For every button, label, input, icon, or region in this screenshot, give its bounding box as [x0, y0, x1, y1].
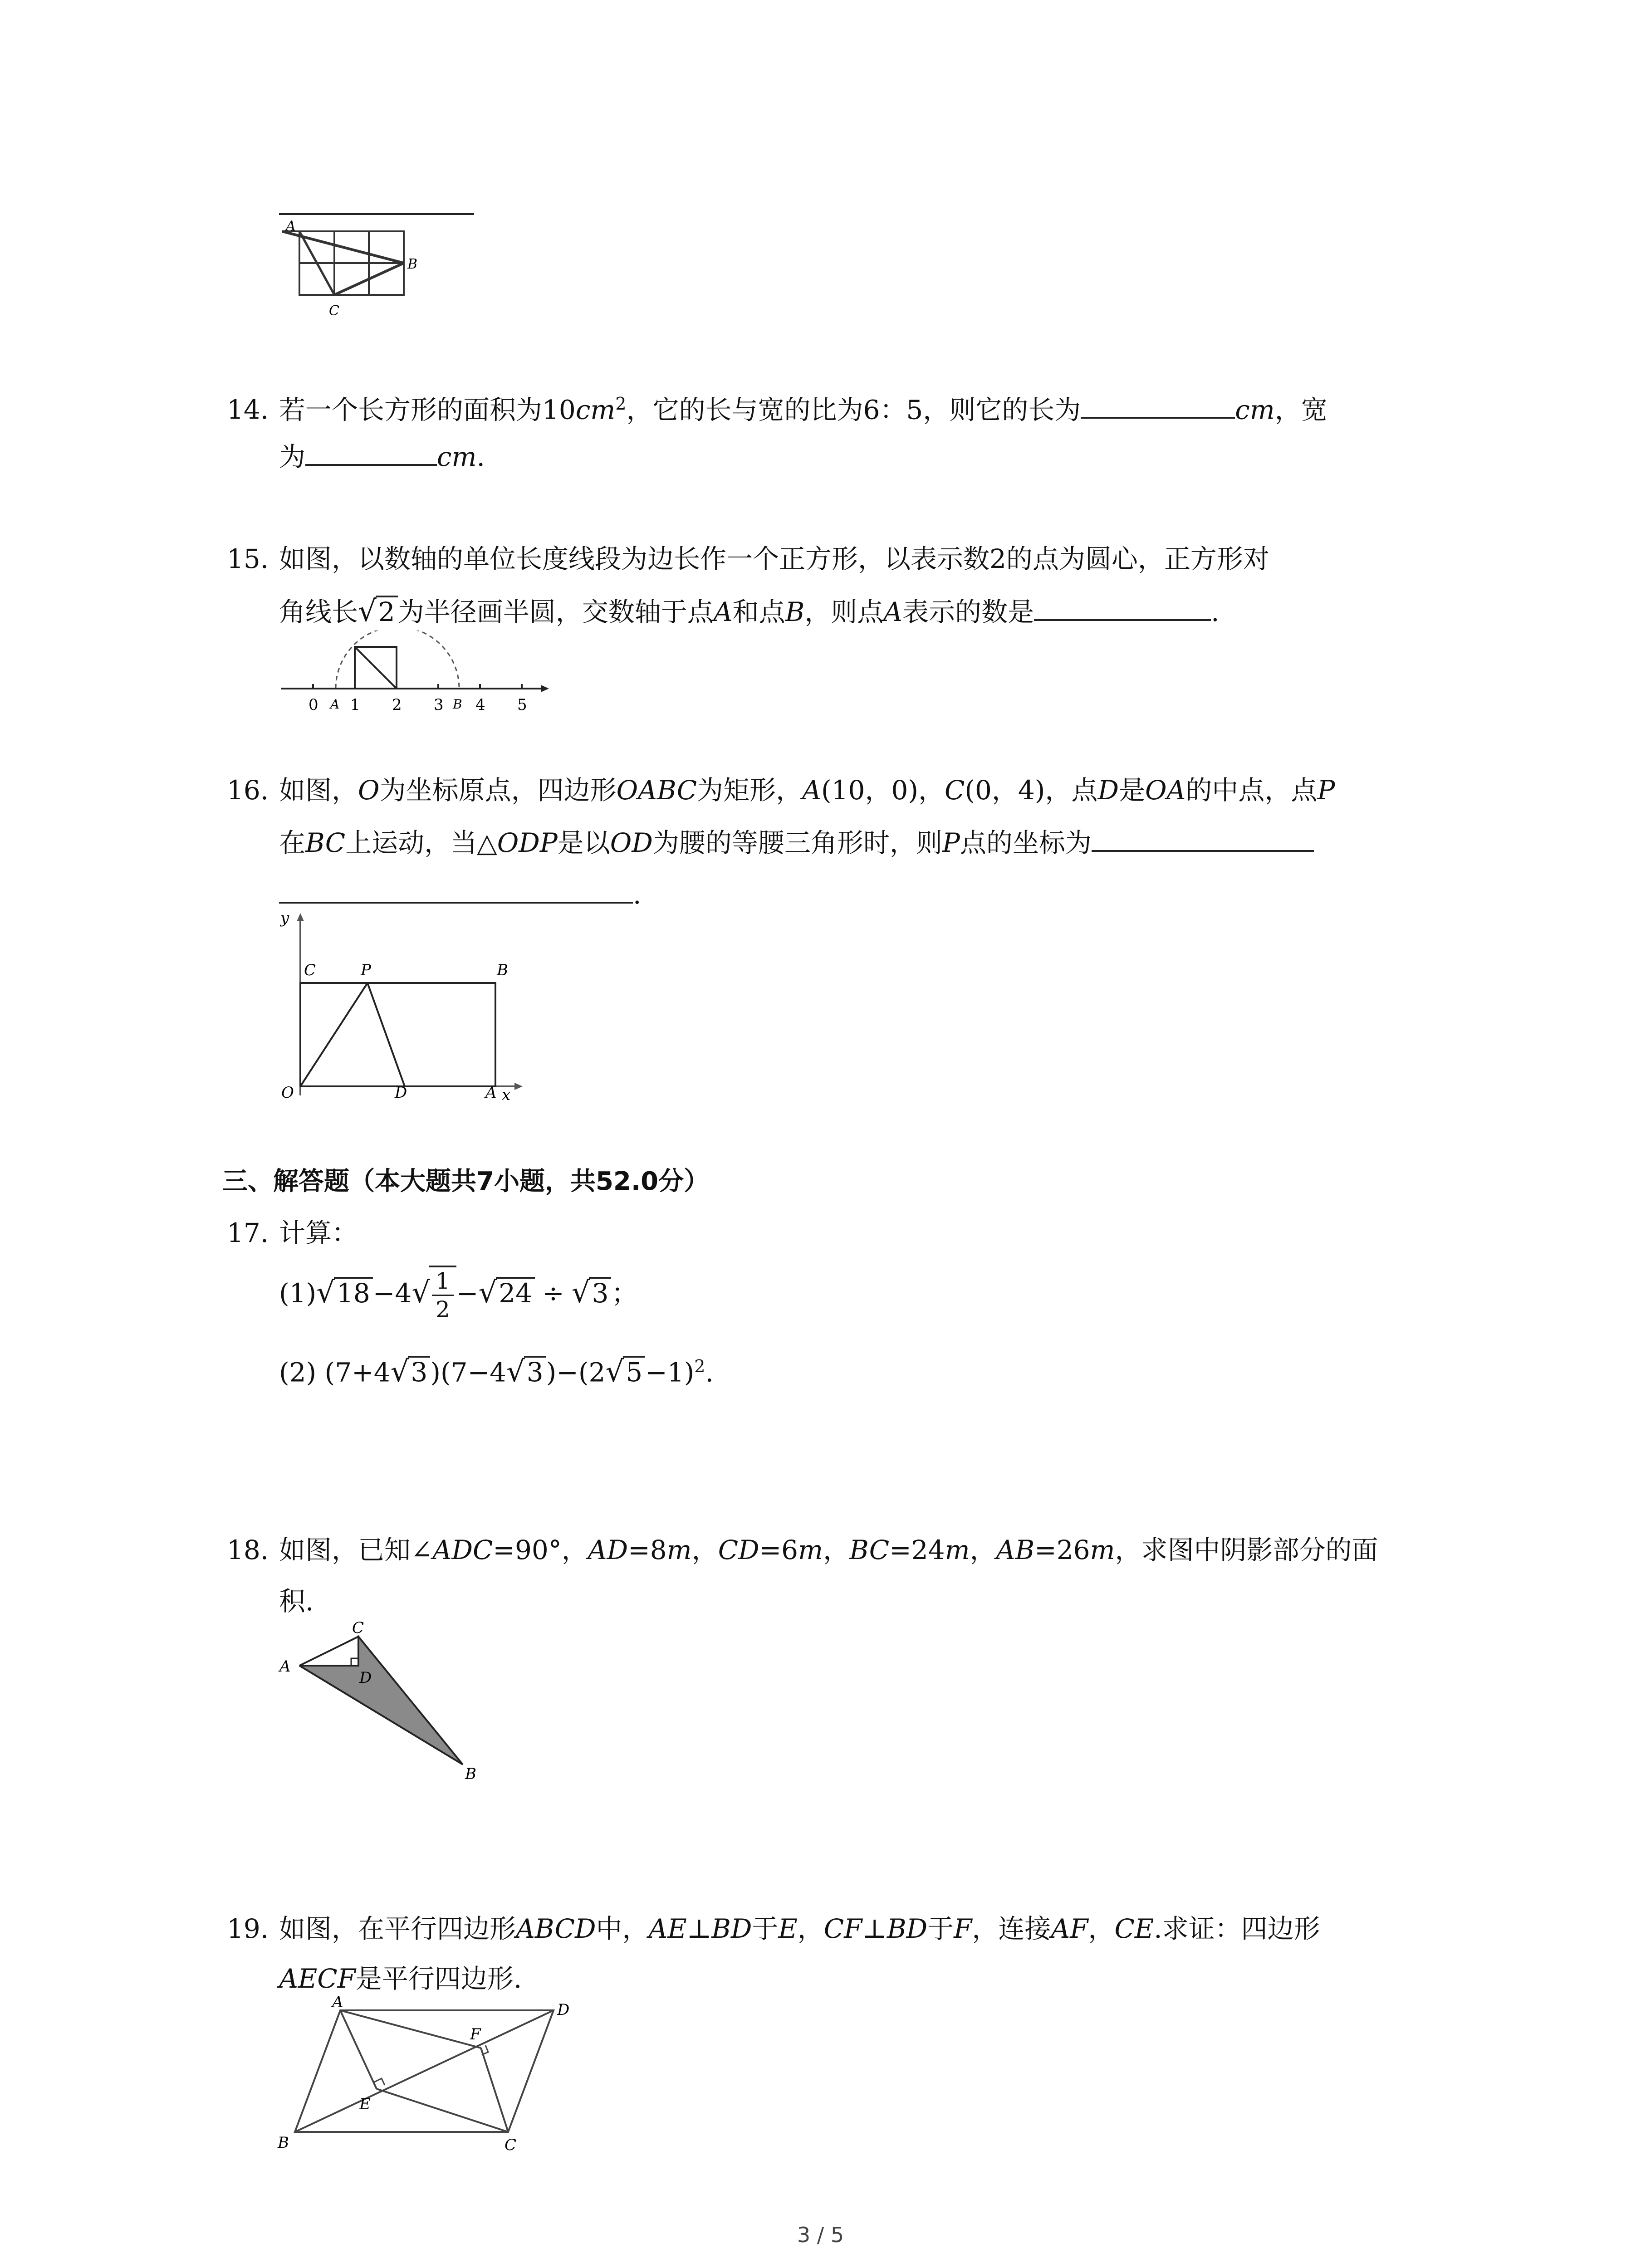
q16-t2: 为坐标原点，四边形	[379, 775, 617, 806]
q16-t6: 是	[1118, 775, 1145, 806]
q15-line1	[227, 535, 1269, 582]
q17-p1-r3: 3	[589, 1277, 611, 1308]
q18-fig-d: D	[359, 1669, 372, 1687]
q15-point-a: A	[713, 596, 733, 627]
q16-t7: 的中点，点	[1185, 775, 1318, 806]
q16-o: O	[358, 775, 380, 806]
q18-t2: =90°，	[493, 1535, 588, 1565]
q17-p2-r1: 3	[408, 1356, 430, 1387]
q18-fig-a: A	[279, 1657, 291, 1676]
q16-t12: 点的坐标为	[960, 827, 1092, 858]
q19-number: 19.	[227, 1913, 269, 1944]
q18-t8: ，	[970, 1535, 996, 1565]
q18-number: 18.	[227, 1535, 269, 1565]
q19-ce: CE	[1114, 1913, 1154, 1944]
q17-p1-fn: 1	[432, 1267, 454, 1296]
q14-number: 14.	[227, 394, 269, 425]
q19-line1	[227, 1905, 1320, 1952]
q18-bc: BC	[849, 1535, 890, 1565]
q16-p: P	[1317, 775, 1335, 806]
q17-p2-a: (7+4	[324, 1357, 391, 1388]
q18-m4: m	[1090, 1535, 1115, 1565]
q15-tick-5: 5	[517, 696, 527, 714]
q16-fig-d: D	[395, 1084, 407, 1102]
q18-t9: =26	[1034, 1535, 1090, 1565]
q16-line2	[279, 819, 1314, 866]
q15-text-he: 和点	[732, 596, 785, 627]
q18-t7: =24	[889, 1535, 945, 1565]
q19-f: F	[954, 1913, 972, 1944]
q16-fig-y: y	[280, 909, 289, 927]
q16-a: A	[802, 775, 822, 806]
q16-fig-x: x	[502, 1086, 511, 1104]
q18-m3: m	[945, 1535, 970, 1565]
q15-tick-0: 0	[309, 696, 318, 714]
q19-c2: ，	[1088, 1913, 1115, 1944]
q17-number: 17.	[227, 1217, 269, 1248]
q19-cf: CF	[823, 1913, 862, 1944]
q16-answer-blank-1	[1092, 822, 1314, 852]
q16-fig-c: C	[304, 961, 316, 979]
q15-tick-2: 2	[392, 696, 402, 714]
q15-text-2d: 表示的数是	[902, 596, 1034, 627]
q14-text-d: 为	[279, 441, 306, 472]
q16-odp: ODP	[497, 827, 558, 858]
q19-parallelogram-figure	[272, 1996, 590, 2159]
q19-t3: ，连接	[972, 1913, 1051, 1944]
q19-c1: ，	[797, 1913, 824, 1944]
q18-t11: 积.	[279, 1586, 314, 1617]
q14-text-c: ，宽	[1274, 394, 1327, 425]
q19-perp1: ⊥	[686, 1913, 712, 1944]
q18-m1: m	[666, 1535, 692, 1565]
q19-t1: 如图，在平行四边形	[279, 1913, 516, 1944]
q16-t4: (10，0)，	[821, 775, 945, 806]
q14-unit: cm	[575, 394, 616, 425]
q17-p1-r2: 24	[496, 1277, 535, 1308]
q17-p1-div: ÷	[542, 1278, 564, 1309]
q19-fig-a: A	[332, 1996, 343, 2011]
q16-c: C	[944, 775, 965, 806]
q17-p1-r1: 18	[334, 1277, 373, 1308]
q16-t8: 在	[279, 827, 306, 858]
q19-yu1: 于	[752, 1913, 779, 1944]
q18-fig-c: C	[352, 1619, 364, 1637]
q14-unit-2: cm	[1235, 394, 1275, 425]
q16-coordinate-figure	[272, 909, 526, 1109]
q19-fig-e: E	[359, 2095, 371, 2113]
section-heading-3: 三、解答题（本大题共7小题，共52.0分）	[222, 1167, 710, 1196]
q17-p2-end: .	[705, 1357, 714, 1388]
q18-t3: =8	[628, 1535, 667, 1565]
q17-title: 计算：	[279, 1217, 358, 1248]
q15-text-2b: 为半径画半圆，交数轴于点	[397, 596, 714, 627]
q15-number: 15.	[227, 543, 269, 574]
q19-perp2: ⊥	[862, 1913, 887, 1944]
q19-e: E	[778, 1913, 798, 1944]
q15-point-a-2: A	[883, 596, 903, 627]
q15-text-1: 如图，以数轴的单位长度线段为边长作一个正方形，以表示数2的点为圆心，正方形对	[279, 543, 1269, 574]
q18-t4: ，	[691, 1535, 718, 1565]
q14-text-a: 若一个长方形的面积为10	[279, 394, 576, 425]
q14-text-e: .	[476, 441, 485, 472]
q16-fig-a: A	[485, 1084, 497, 1102]
q15-tick-4: 4	[475, 696, 485, 714]
q15-text-2c: ，则点	[804, 596, 884, 627]
q18-cd: CD	[718, 1535, 759, 1565]
q19-ae: AE	[648, 1913, 687, 1944]
q14-text-b: ，它的长与宽的比为6：5，则它的长为	[626, 394, 1081, 425]
q18-adc: ADC	[432, 1535, 493, 1565]
q18-t10: ，求图中阴影部分的面	[1115, 1535, 1378, 1565]
q17-line1	[227, 1209, 358, 1256]
q18-t6: ，	[823, 1535, 850, 1565]
q19-bd2: BD	[887, 1913, 928, 1944]
q19-fig-b: B	[278, 2134, 289, 2152]
q14-length-blank	[1081, 389, 1235, 419]
q15-tick-3: 3	[434, 696, 444, 714]
q13-answer-blank	[279, 213, 474, 215]
q16-t3: 为矩形，	[697, 775, 803, 806]
q17-p1-frac-sqrt	[429, 1266, 456, 1323]
q16-fig-o: O	[281, 1084, 294, 1102]
q19-t2: 中，	[596, 1913, 649, 1944]
q19-abcd: ABCD	[516, 1913, 596, 1944]
q15-answer-blank	[1034, 591, 1211, 621]
q16-p2: P	[942, 827, 960, 858]
q14-width-blank	[305, 436, 437, 466]
q19-af: AF	[1051, 1913, 1088, 1944]
q15-text-2a: 角线长	[279, 596, 358, 627]
q16-t5: (0，4)，点	[965, 775, 1098, 806]
q19-line2	[279, 1955, 522, 2002]
q19-bd1: BD	[711, 1913, 752, 1944]
q18-line1	[227, 1526, 1378, 1574]
q16-d: D	[1097, 775, 1119, 806]
q19-fig-f: F	[470, 2025, 481, 2043]
q17-p2-d: −1)	[645, 1357, 695, 1388]
q15-sqrt: 2	[376, 596, 398, 626]
page-number: 3 / 5	[797, 2223, 844, 2247]
q14-sup: 2	[615, 394, 627, 414]
q17-p2-r2: 3	[524, 1356, 546, 1387]
q16-t1: 如图，	[279, 775, 358, 806]
q14-line2	[279, 433, 485, 480]
q18-m2: m	[798, 1535, 823, 1565]
q15-number-line-figure	[277, 631, 558, 721]
q16-fig-b: B	[497, 961, 508, 979]
q17-p1-fd: 2	[436, 1296, 450, 1323]
q17-p1-label: (1)	[279, 1278, 317, 1309]
q19-fig-d: D	[557, 2001, 570, 2019]
q13-label-b: B	[407, 256, 418, 272]
q19-fig-c: C	[505, 2136, 517, 2154]
q18-t5: =6	[759, 1535, 798, 1565]
q15-point-b: B	[785, 596, 805, 627]
q18-ab: AB	[996, 1535, 1035, 1565]
q16-answer-blank-2	[279, 874, 633, 904]
q19-t5: 是平行四边形.	[355, 1963, 522, 1994]
q17-p1-m1: −4	[372, 1278, 412, 1309]
q18-shaded-figure	[272, 1615, 490, 1787]
q16-oa: OA	[1145, 775, 1186, 806]
q16-od: OD	[610, 827, 653, 858]
q17-p2-c: )−(2	[546, 1357, 606, 1388]
q18-ad: AD	[588, 1535, 628, 1565]
q17-p1-end: ；	[611, 1278, 638, 1309]
q19-aecf: AECF	[279, 1963, 356, 1994]
q14-line1	[227, 380, 1327, 433]
q17-part1: (1)√18 −4√ $\frac{1}{2}$ −√24 ÷ √3 ；	[279, 1266, 637, 1323]
q16-t9: 上运动，当△	[345, 827, 497, 858]
q17-p2-b: )(7−4	[430, 1357, 506, 1388]
q19-yu2: 于	[927, 1913, 954, 1944]
q19-t4: .求证：四边形	[1154, 1913, 1320, 1944]
q13-label-c: C	[329, 303, 339, 319]
q15-line2: 角线长√2 为半径画半圆，交数轴于点A和点B，则点A表示的数是 .	[279, 588, 1220, 635]
q15-tick-1: 1	[350, 696, 360, 714]
q15-fig-label-b: B	[453, 697, 462, 712]
q13-grid-figure	[272, 218, 436, 331]
q16-number: 16.	[227, 775, 269, 806]
q16-fig-p: P	[361, 961, 371, 979]
q17-p2-sup: 2	[694, 1356, 705, 1376]
q16-t11: 为腰的等腰三角形时，则	[652, 827, 942, 858]
q18-t1: 如图，已知∠	[279, 1535, 433, 1565]
q15-text-2e: .	[1211, 596, 1220, 627]
q16-t10: 是以	[557, 827, 610, 858]
q15-fig-label-a: A	[330, 697, 340, 712]
q13-label-a: A	[286, 218, 296, 234]
q16-end: .	[633, 879, 642, 910]
q18-fig-b: B	[465, 1765, 476, 1783]
q17-p2-r3: 5	[623, 1356, 645, 1387]
q17-p1-m2: −	[456, 1278, 479, 1309]
q17-part2: (2) (7+4√3 )(7−4√3 )$-(2√5 -1)^2$.	[279, 1355, 714, 1389]
q16-oabc: OABC	[616, 775, 697, 806]
q16-line1	[227, 767, 1335, 814]
q17-p2-label: (2)	[279, 1357, 317, 1388]
q16-bc: BC	[305, 827, 346, 858]
q14-unit-3: cm	[437, 441, 477, 472]
